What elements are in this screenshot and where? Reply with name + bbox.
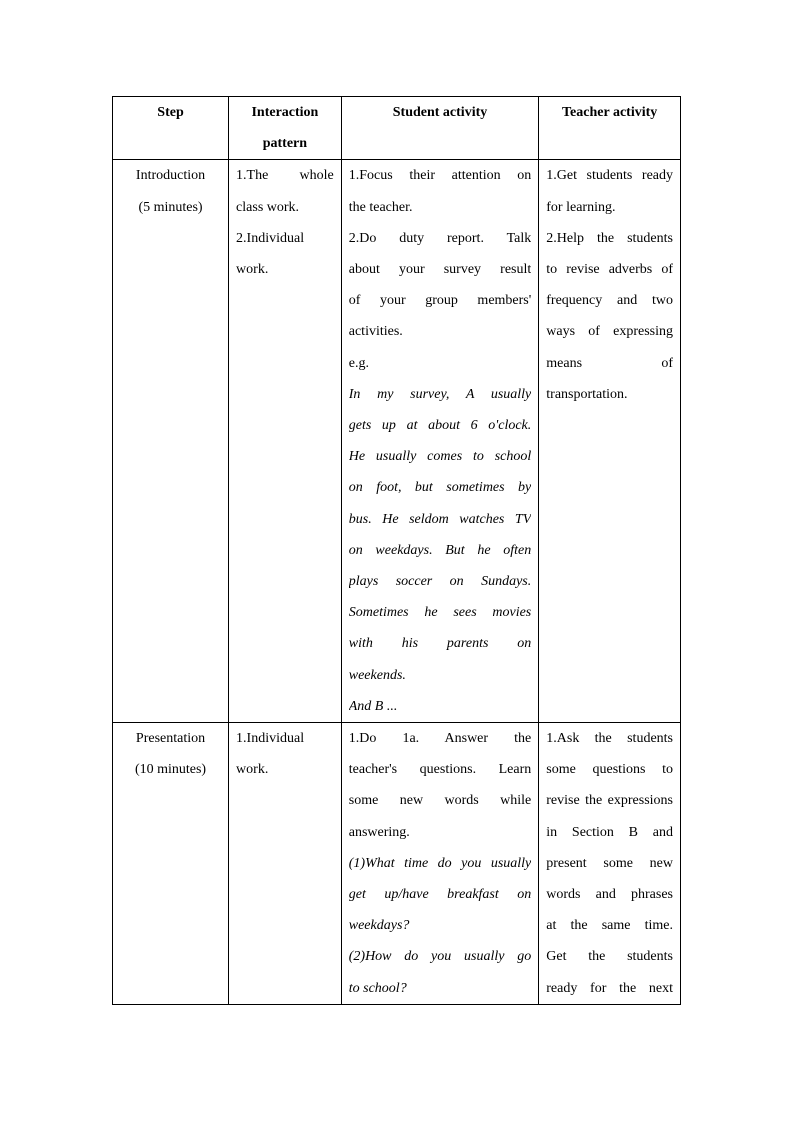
student-activity-cell: 1.Do 1a. Answer the teacher's questions. Learn some new words while answering. (1)What time do you usually get up/have breakfast on weekdays? (2)How do you usually go to school? bbox=[341, 723, 539, 1005]
table-row-presentation bbox=[113, 723, 681, 1005]
teacher-activity-cell: 1.Ask the students some questions to revise the expressions in Section B and present some new words and phrases at the same time. Get the students ready for the next bbox=[539, 723, 681, 1005]
header-student-activity: Student activity bbox=[341, 97, 539, 160]
step-cell: Presentation (10 minutes) bbox=[113, 723, 229, 1005]
lesson-plan-table bbox=[112, 96, 681, 1005]
header-row bbox=[113, 97, 681, 160]
header-step: Step bbox=[113, 97, 229, 160]
header-interaction-pattern: Interaction pattern bbox=[229, 97, 342, 160]
table-row-introduction bbox=[113, 160, 681, 723]
interaction-cell: 1.The whole class work. 2.Individual work. bbox=[229, 160, 342, 723]
teacher-activity-cell: 1.Get students ready for learning. 2.Help the students to revise adverbs of frequency and two ways of expressing means of transportation. bbox=[539, 160, 681, 723]
interaction-cell: 1.Individual work. bbox=[229, 723, 342, 1005]
step-cell: Introduction (5 minutes) bbox=[113, 160, 229, 723]
student-activity-cell: 1.Focus their attention on the teacher. 2.Do duty report. Talk about your survey result of your group members' activities. e.g. In my survey, A usually gets up at about 6 o'clock. He usually comes to school on foot, but sometimes by bus. He seldom watches TV on weekdays. But he often plays soccer on Sundays. Sometimes he sees movies with his parents on weekends. And B ... bbox=[341, 160, 539, 723]
header-teacher-activity: Teacher activity bbox=[539, 97, 681, 160]
